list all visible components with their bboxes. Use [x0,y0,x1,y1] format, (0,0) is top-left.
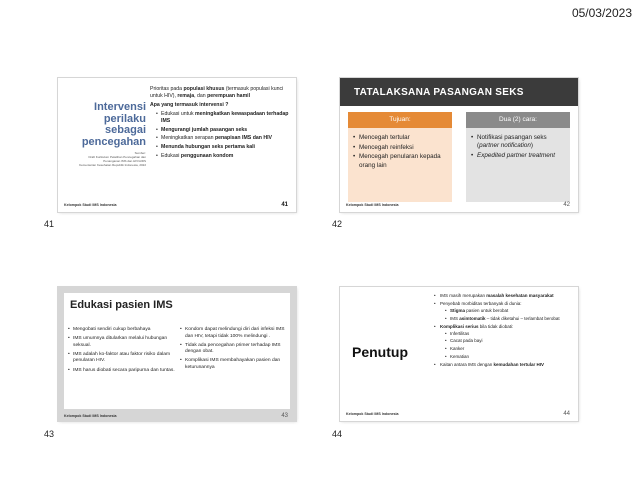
goals-panel [348,112,452,202]
list-item: • Kaitan antara IMS dengan kemudahan tertular HIV [434,362,574,368]
list-item: • Mencegah penularan kepada orang lain [353,153,447,169]
slide-caption: 44 [332,429,343,439]
title-line: pencegahan [81,135,146,148]
left-column [68,327,176,377]
sub-list-item: • Cacat pada bayi [445,338,574,344]
slide-title: Edukasi pasien IMS [70,299,173,311]
source-line: Draft Kurikulum Pelatihan Pencegahan dan [88,155,146,160]
list-item: • Edukasi untuk meningkatkan kewaspadaan terhadap IMS [156,111,290,125]
slide-footer: Kelompok Studi IMS Indonesia [346,203,399,207]
sub-list-item: • IMS asimtomatik – tidak diketahui – terlambat berobat [445,316,574,322]
slide-caption: 42 [332,219,343,229]
source-line: Kementerian Kesehatan Republik Indonesia, 2022 [79,163,146,168]
slide-footer: Kelompok Studi IMS Indonesia [346,412,399,416]
title-line: sebagai [105,124,146,137]
slide-body [150,86,290,161]
question-heading: Apa yang termasuk intervensi ? [150,102,229,109]
slide-42[interactable] [340,78,578,212]
list-item: • Meningkatkan serapan penapisan IMS dan HIV [156,135,290,142]
list-item: • Mengobati sendiri cukup berbahaya [68,327,176,334]
slide-number: 42 [563,202,570,208]
list-item: • Komplikasi serius bila tidak diobati: • Infertilitas • Cacat pada bayi • Kanker • Kematian [434,324,574,360]
intro-text: Prioritas pada populasi khusus (termasuk populasi kunci untuk HIV), remaja, dan perempuan hamil [150,86,284,100]
panel-body [466,128,570,202]
title-line: Intervensi [94,101,146,113]
slide-number: 41 [281,202,288,208]
title-line: perilaku [103,112,146,125]
source-note [66,151,146,167]
slide-title: Penutup [352,344,408,360]
list-item: • Expedited partner treatment [471,152,565,160]
intervention-list [150,111,290,159]
slide-title: TATALAKSANA PASANGAN SEKS [354,87,524,98]
panel-body [348,128,452,202]
list-item: • Komplikasi IMS membahayakan pasien dan keturunannya [180,358,288,371]
list-item: • Notifikasi pasangan seks (partner notification) [471,134,565,150]
list-item: • Mencegah reinfeksi [353,144,447,152]
methods-panel [466,112,570,202]
slide-footer: Kelompok Studi IMS Indonesia [64,203,117,207]
list-item: • IMS harus diobati secara paripurna dan tuntas. [68,368,176,375]
list-item: • IMS umumnya ditularkan melalui hubungan seksual. [68,336,176,349]
title-banner [340,78,578,106]
list-item: • Edukasi penggunaan kondom [156,153,290,160]
list-item: • Kondom dapat melindungi diri dari infeksi IMS dan HIV, tetapi tidak 100% melindungi . [180,327,288,340]
sub-list-item: • Stigma pasien untuk berobat [445,308,574,314]
slide-title [64,102,146,148]
slide-number: 43 [281,413,288,419]
list-item: • IMS masih merupakan masalah kesehatan masyarakat [434,293,574,299]
source-line: Penanganan IMS dan HIV/AIDS [103,159,146,164]
slide-number: 44 [563,411,570,417]
slide-body [434,293,574,370]
slide-footer: Kelompok Studi IMS Indonesia [64,414,117,418]
list-item: • IMS adalah ko-faktor atau faktor risiko dalam penularan HIV. [68,352,176,365]
source-label: Sumber: [134,151,146,155]
list-item: • Menunda hubungan seks pertama kali [156,144,290,151]
slide-caption: 43 [44,429,55,439]
panel-heading: Tujuan: [348,112,452,128]
slide-panel [64,293,290,409]
list-item: • Penyebab morbiditas terbanyak di dunia: • Stigma pasien untuk berobat • IMS asimtomatik – tidak diketahui – terlambat berobat [434,301,574,322]
list-item: • Mengurangi jumlah pasangan seks [156,127,290,134]
page-date: 05/03/2023 [571,6,632,20]
sub-list-item: • Infertilitas [445,331,574,337]
slide-41[interactable] [58,78,296,212]
panel-heading: Dua (2) cara: [466,112,570,128]
list-item: • Mencegah tertular [353,134,447,142]
slide-43[interactable] [58,287,296,421]
sub-list-item: • Kematian [445,354,574,360]
sub-list-item: • Kanker [445,346,574,352]
list-item: • Tidak ada pencegahan primer terhadap IMS dengan obat. [180,343,288,356]
slide-44[interactable] [340,287,578,421]
slide-caption: 41 [44,219,55,229]
right-column [180,327,288,374]
